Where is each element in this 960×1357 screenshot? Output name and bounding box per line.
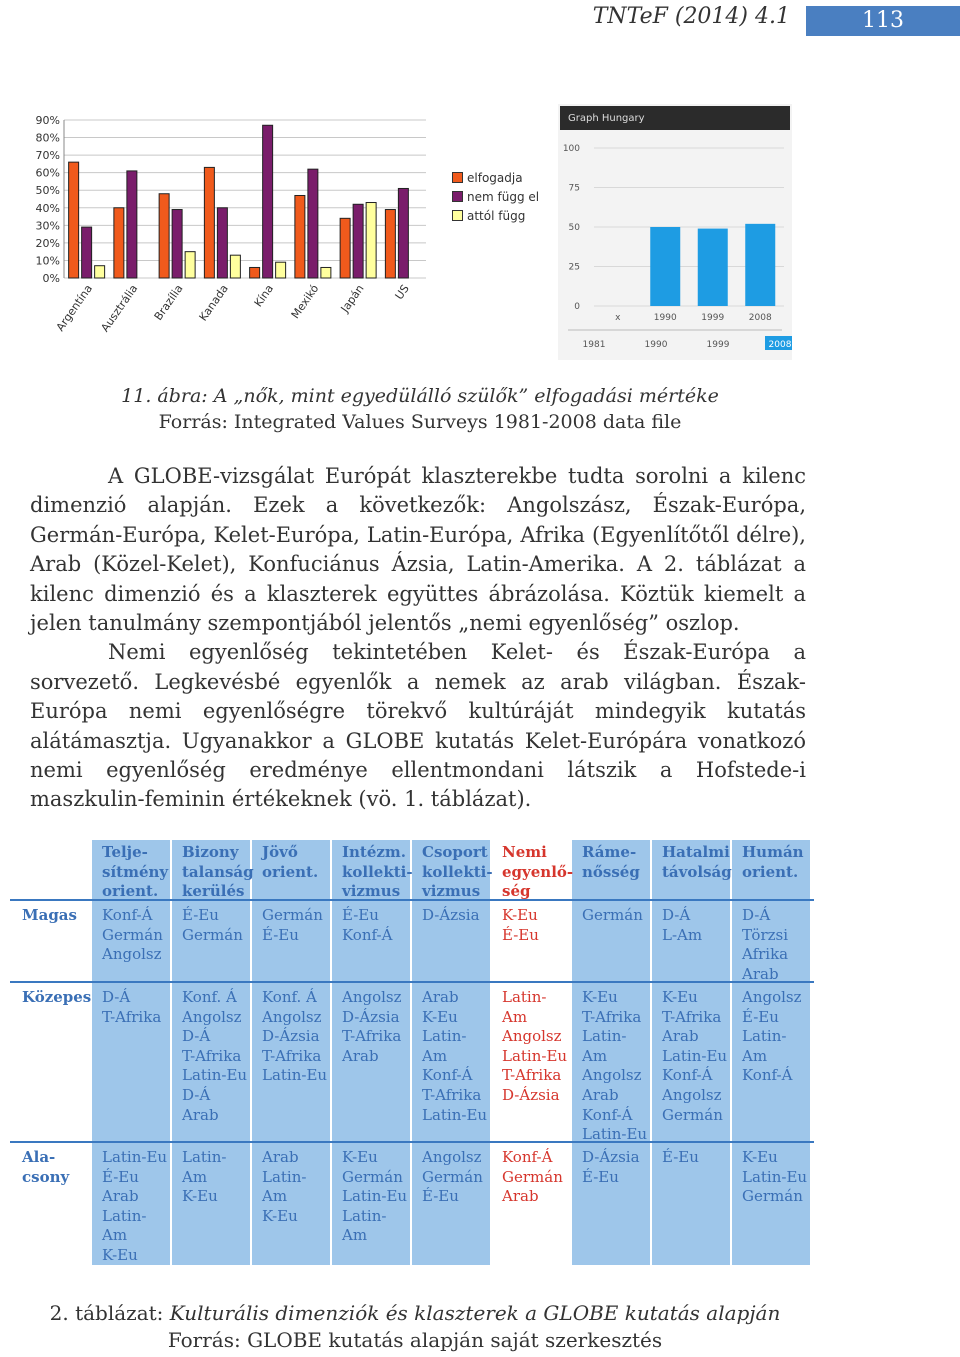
bar [250, 267, 260, 278]
table-cell: Konf. Á Angolsz D-Ázsia T-Afrika Latin-Eu [262, 988, 328, 1085]
bar [82, 227, 92, 278]
y-tick-label: 75 [568, 183, 580, 194]
legend-label-depends-on: attól függ [467, 208, 526, 223]
y-tick-label: 25 [568, 262, 580, 273]
bar [172, 210, 182, 278]
y-tick-label: 50 [568, 223, 580, 233]
table-cell: Konf-Á Germán Angolsz [102, 906, 163, 964]
bar [353, 204, 363, 278]
table-cell: Germán É-Eu [262, 906, 323, 944]
x-tick-label: Argentína [53, 282, 96, 334]
table-cell: É-Eu Germán [182, 906, 243, 944]
table-cell: K-Eu Germán Latin-Eu Latin- Am [342, 1148, 408, 1245]
table-column-header: Bizony talanság kerülés [182, 843, 254, 901]
timeline-year[interactable]: 2008 [768, 340, 792, 350]
bar [263, 125, 273, 278]
y-tick-label: 20% [35, 236, 60, 250]
y-tick-label: 100 [562, 144, 580, 154]
y-tick-label: 80% [35, 131, 60, 145]
body-text [30, 462, 806, 815]
bar [385, 210, 395, 278]
table-column-header: Nemi egyenlő- ség [502, 843, 574, 901]
x-tick-label: 1999 [701, 313, 725, 323]
figure-caption-title: 11. ábra: A „nők, mint egyedülálló szülők” elfogadási mértéke [121, 385, 719, 407]
bar [321, 267, 331, 278]
bar [95, 266, 105, 278]
x-tick-label: Ausztrália [98, 282, 141, 335]
bar [698, 229, 728, 306]
table-cell: D-Á L-Am [662, 906, 703, 944]
table-caption-title: 2. táblázat: Kulturális dimenziók és klaszterek a GLOBE kutatás alapján [49, 1301, 781, 1325]
table-cell: K-Eu É-Eu [502, 906, 539, 944]
table-cell: Latin-Eu É-Eu Arab Latin- Am K-Eu [102, 1148, 168, 1264]
y-tick-label: 90% [35, 114, 60, 127]
table-cell: Angolsz Germán É-Eu [422, 1148, 483, 1206]
globe-dimensions-table [10, 840, 814, 1265]
bar [650, 227, 680, 306]
y-tick-label: 0% [42, 272, 60, 285]
table-cell: D-Á Törzsi Afrika Arab [742, 906, 789, 983]
bar [366, 203, 376, 278]
table-column-header: Humán orient. [742, 843, 804, 881]
bar [230, 255, 240, 278]
x-tick-label: 1990 [653, 313, 677, 323]
table-cell: Latin- Am Angolsz Latin-Eu T-Afrika D-Ázsia [502, 988, 568, 1104]
legend-label-not-depends: nem függ el [467, 189, 540, 204]
x-tick-label: Kína [251, 282, 277, 310]
legend-item-accept [452, 168, 539, 187]
legend-item-depends-on [452, 206, 539, 225]
figure-caption-source: Forrás: Integrated Values Surveys 1981-2008 data file [158, 411, 682, 433]
x-tick-label: x [615, 313, 621, 323]
table-cell: K-Eu Latin-Eu Germán [742, 1148, 808, 1206]
timeline-year[interactable]: 1981 [582, 340, 606, 350]
x-tick-label: US [392, 282, 412, 303]
x-tick-label: Japán [338, 282, 367, 315]
bar [340, 218, 350, 278]
chart-title: Graph Hungary [568, 113, 645, 124]
bar [204, 167, 214, 278]
table-cell: D-Ázsia É-Eu [582, 1148, 640, 1186]
bar [114, 208, 124, 278]
bar [745, 224, 775, 306]
bar [398, 188, 408, 278]
y-tick-label: 40% [35, 201, 60, 215]
timeline-year[interactable]: 1999 [706, 340, 730, 350]
table-column-header: Hatalmi távolság [662, 843, 732, 881]
table-row-header: Magas [22, 906, 77, 924]
x-tick-label: Mexikó [288, 282, 322, 322]
page-number: 113 [806, 6, 960, 36]
y-tick-label: 0 [574, 302, 580, 312]
hungary-bar-chart [558, 104, 792, 360]
legend-label-accept: elfogadja [467, 170, 523, 185]
paragraph-1: A GLOBE-vizsgálat Európát klaszterekbe tudta sorolni a kilenc dimenzió alapján. Ezek a következők: Angolszász, Észak-Európa, Germán-Európa, Kelet-Európa, Latin-Európa, Afrika (Egyenlítőtől délre), Arab (Közel-Kelet), Konfuciánus Ázsia, Latin-Amerika. A 2. táblázat a kilenc dimenzió és a klaszterek együttes ábrázolása. Köztük kiemelt a jelen tanulmány szempontjából jelentős „nemi egyenlőség” oszlop. [30, 464, 806, 636]
table-cell: Arab K-Eu Latin- Am Konf-Á T-Afrika Latin-Eu [422, 988, 488, 1124]
bar [159, 194, 169, 278]
table-cell: Konf-Á Germán Arab [502, 1148, 563, 1206]
table-caption-source: Forrás: GLOBE kutatás alapján saját szerkesztés [167, 1328, 663, 1352]
table-cell: Konf. Á Angolsz D-Á T-Afrika Latin-Eu D-Á Arab [182, 988, 248, 1124]
table-cell: K-Eu T-Afrika Latin- Am Angolsz Arab Konf-Á Latin-Eu [582, 988, 648, 1144]
table-row-divider [10, 981, 814, 983]
y-tick-label: 60% [35, 166, 60, 180]
y-tick-label: 10% [35, 254, 60, 268]
x-tick-label: Kanada [196, 282, 231, 324]
table-cell: É-Eu [662, 1148, 699, 1166]
acceptance-bar-chart [28, 108, 438, 348]
legend-item-not-depends [452, 187, 539, 206]
table-column-header: Ráme- nősség [582, 843, 640, 881]
table-cell: Germán [582, 906, 643, 924]
bar [217, 208, 227, 278]
legend-swatch-accept [452, 172, 463, 183]
bar [295, 195, 305, 278]
table-column-header: Intézm. kollekti- vizmus [342, 843, 413, 901]
bar [69, 162, 79, 278]
table-row-header: Közepes [22, 988, 92, 1006]
figure-caption [0, 383, 840, 435]
bar [308, 169, 318, 278]
table-cell: D-Ázsia [422, 906, 480, 924]
x-tick-label: Brazília [151, 282, 186, 323]
table-cell: K-Eu T-Afrika Arab Latin-Eu Konf-Á Angolsz Germán [662, 988, 728, 1124]
timeline-year[interactable]: 1990 [644, 340, 668, 350]
bar [276, 262, 286, 278]
legend-swatch-not-depends [452, 191, 463, 202]
x-tick-label: 2008 [748, 313, 772, 323]
table-cell: Latin- Am K-Eu [182, 1148, 227, 1206]
table-cell: Angolsz D-Ázsia T-Afrika Arab [342, 988, 402, 1065]
table-caption [0, 1300, 830, 1354]
y-tick-label: 30% [35, 219, 60, 233]
table-column-header: Csoport kollekti- vizmus [422, 843, 493, 901]
table-cell: Arab Latin- Am K-Eu [262, 1148, 307, 1225]
y-tick-label: 50% [35, 184, 60, 198]
bar [185, 252, 195, 278]
table-cell: Angolsz É-Eu Latin- Am Konf-Á [742, 988, 802, 1085]
journal-header: TNTeF (2014) 4.1 [592, 4, 790, 29]
chart-legend [452, 168, 539, 225]
table-column-header: Jövő orient. [262, 843, 319, 881]
table-cell: É-Eu Konf-Á [342, 906, 393, 944]
table-row-header: Ala- csony [22, 1148, 70, 1186]
y-tick-label: 70% [35, 149, 60, 163]
bar [127, 171, 137, 278]
table-column-header: Telje- sítmény orient. [102, 843, 169, 901]
table-cell: D-Á T-Afrika [102, 988, 162, 1026]
table-row-divider [10, 1141, 814, 1143]
legend-swatch-depends-on [452, 210, 463, 221]
paragraph-2: Nemi egyenlőség tekintetében Kelet- és Észak-Európa a sorvezető. Legkevésbé egyenlők a nemek az arab világban. Észak-Európa nemi egyenlőségre törekvő kultúráját mindegyik kutatás alátámasztja. Ugyanakkor a GLOBE kutatás Kelet-Európára vonatkozó nemi egyenlőség eredménye ellentmondani látszik a Hofstede-i maszkulin-feminin értékeknek (vö. 1. táblázat). [30, 640, 806, 812]
